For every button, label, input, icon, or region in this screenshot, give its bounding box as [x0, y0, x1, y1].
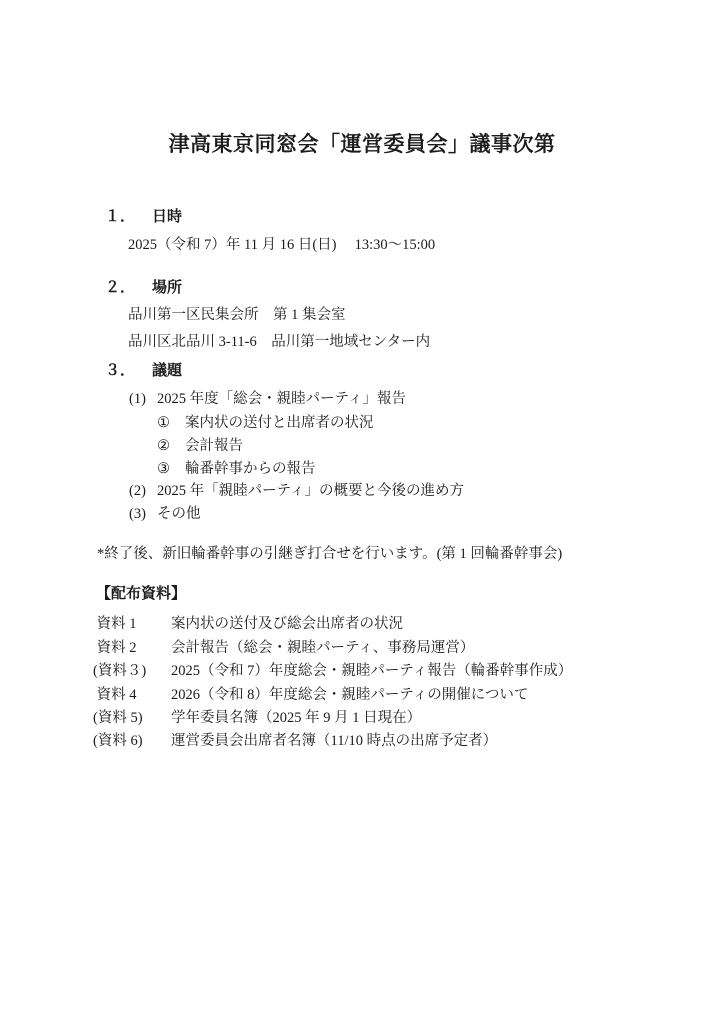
section-datetime-label: 日時	[152, 209, 183, 225]
handout-2-text: 会計報告（総会・親睦パーティ、事務局運営）	[171, 640, 475, 656]
agenda-subitem-3	[157, 457, 316, 478]
handout-6-text: 運営委員会出席者名簿（11/10 時点の出席予定者）	[171, 733, 498, 749]
document-title: 津高東京同窓会「運営委員会」議事次第	[168, 132, 556, 156]
handouts-heading: 【配布資料】	[96, 586, 187, 602]
section-agenda-number: ３．	[105, 363, 136, 379]
handout-2-label: 資料 2	[93, 640, 137, 656]
agenda-item-1	[129, 387, 406, 408]
agenda-item-2-marker: (2)	[129, 483, 146, 499]
handout-6-label: (資料 6)	[93, 733, 143, 749]
handout-5-text: 学年委員名簿（2025 年 9 月 1 日現在）	[171, 710, 422, 726]
footnote: *終了後、新旧輪番幹事の引継ぎ打合せを行います。(第 1 回輪番幹事会)	[97, 546, 563, 562]
agenda-item-3-marker: (3)	[129, 506, 146, 522]
handout-row-4	[93, 683, 528, 704]
agenda-subitem-2-marker: ②	[157, 438, 170, 454]
agenda-item-2	[129, 479, 464, 500]
agenda-subitem-2	[157, 434, 243, 455]
agenda-subitem-3-text: 輪番幹事からの報告	[185, 461, 316, 477]
place-name: 品川第一区民集会所 第 1 集会室	[128, 307, 346, 323]
handout-row-2	[93, 636, 474, 657]
section-datetime-number: １．	[105, 209, 136, 225]
section-place-number: ２．	[105, 280, 136, 296]
section-place-label: 場所	[152, 280, 183, 296]
handout-row-5	[93, 706, 421, 727]
handout-row-6	[93, 729, 497, 750]
agenda-item-1-marker: (1)	[129, 391, 146, 407]
place-address: 品川区北品川 3-11-6 品川第一地域センター内	[128, 334, 431, 350]
section-agenda-heading	[105, 359, 182, 380]
agenda-item-1-text: 2025 年度「総会・親睦パーティ」報告	[157, 391, 406, 407]
section-agenda-label: 議題	[152, 363, 183, 379]
section-datetime-heading	[105, 205, 182, 226]
handout-1-label: 資料 1	[93, 616, 137, 632]
section-place-heading	[105, 276, 182, 297]
datetime-value: 2025（令和 7）年 11 月 16 日(日) 13:30～15:00	[128, 237, 436, 253]
handout-row-3	[93, 659, 572, 680]
agenda-subitem-1-text: 案内状の送付と出席者の状況	[185, 415, 374, 431]
agenda-item-3	[129, 502, 201, 523]
handout-row-1	[93, 612, 403, 633]
handout-3-text: 2025（令和 7）年度総会・親睦パーティ報告（輪番幹事作成）	[171, 663, 573, 679]
handout-1-text: 案内状の送付及び総会出席者の状況	[171, 616, 403, 632]
handout-5-label: (資料 5)	[93, 710, 143, 726]
agenda-item-2-text: 2025 年「親睦パーティ」の概要と今後の進め方	[157, 483, 464, 499]
agenda-subitem-1-marker: ①	[157, 415, 170, 431]
agenda-subitem-3-marker: ③	[157, 461, 170, 477]
handout-4-label: 資料 4	[93, 687, 137, 703]
agenda-subitem-1	[157, 411, 374, 432]
agenda-subitem-2-text: 会計報告	[185, 438, 243, 454]
handout-3-label: (資料３)	[93, 663, 147, 679]
agenda-item-3-text: その他	[157, 506, 201, 522]
handout-4-text: 2026（令和 8）年度総会・親睦パーティの開催について	[171, 687, 529, 703]
